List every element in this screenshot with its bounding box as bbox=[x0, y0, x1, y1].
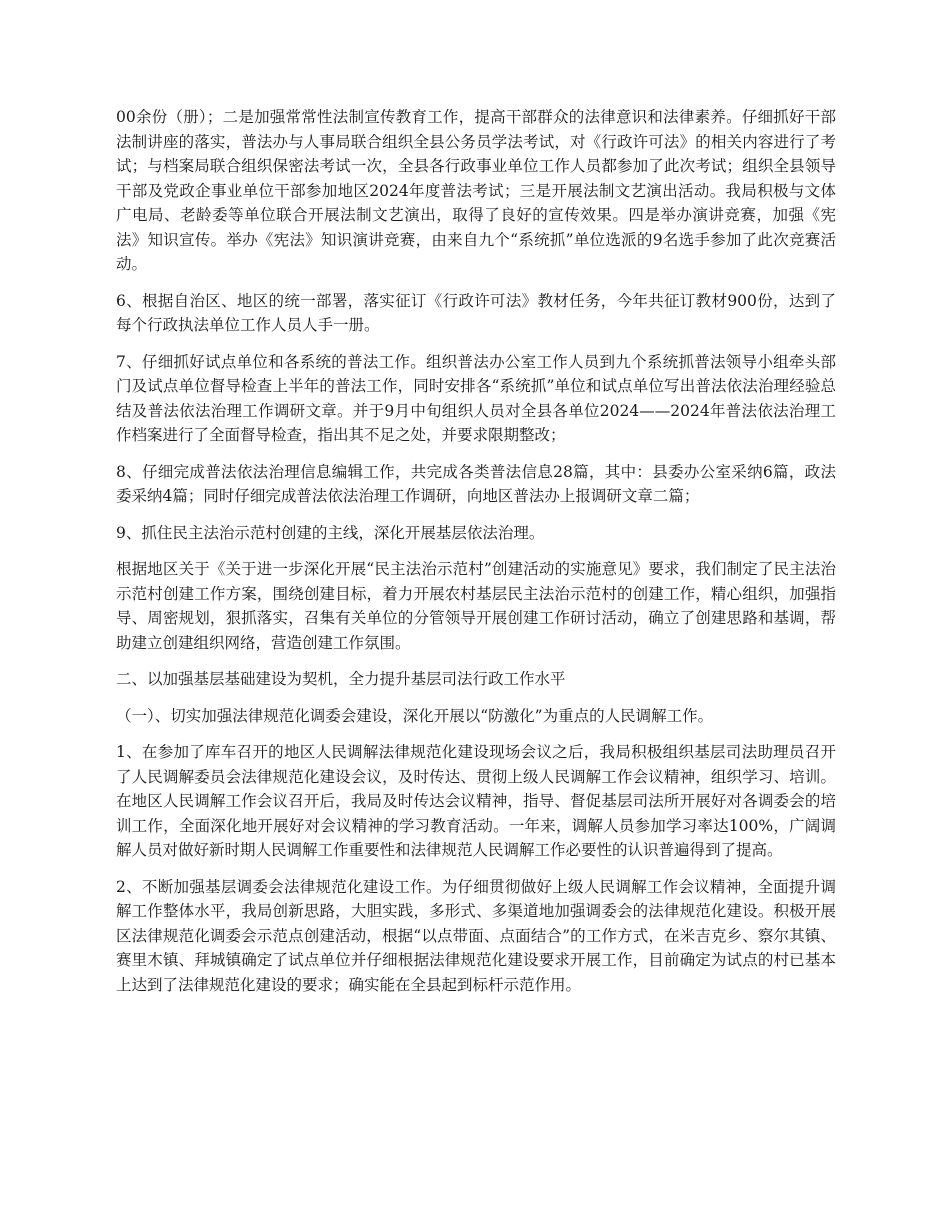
section-heading: 二、以加强基层基础建设为契机，全力提升基层司法行政工作水平 bbox=[116, 670, 566, 688]
paragraph-2: 6、根据自治区、地区的统一部署，落实征订《行政许可法》教材任务，今年共征订教材900份，达到了每个行政执法单位工作人员人手一册。 bbox=[116, 291, 836, 334]
paragraph-3: 7、仔细抓好试点单位和各系统的普法工作。组织普法办公室工作人员到九个系统抓普法领导小组牵头部门及试点单位督导检查上半年的普法工作，同时安排各“系统抓”单位和试点单位写出普法依法治理经验总结及普法依法治理工作调研文章。并于9月中旬组织人员对全县各单位2024——2024年普法依法治理工作档案进行了全面督导检查，指出其不足之处，并要求限期整改； bbox=[116, 352, 836, 444]
paragraph-5: 9、抓住民主法治示范村创建的主线，深化开展基层依法治理。 bbox=[116, 523, 545, 542]
paragraph-10: 2、不断加强基层调委会法律规范化建设工作。为仔细贯彻做好上级人民调解工作会议精神，全面提升调解工作整体水平，我局创新思路，大胆实践，多形式、多渠道地加强调委会的法律规范化建设。积极开展区法律规范化调委会示范点创建活动，根据“以点带面、点面结合”的工作方式，在米吉克乡、察尔其镇、赛里木镇、拜城镇确定了试点单位并仔细根据法律规范化建设要求开展工作，目前确定为试点的村已基本上达到了法律规范化建设的要求；确实能在全县起到标杆示范作用。 bbox=[116, 877, 836, 994]
paragraph-9: 1、在参加了库车召开的地区人民调解法律规范化建设现场会议之后，我局积极组织基层司法助理员召开了人民调解委员会法律规范化建设会议，及时传达、贯彻上级人民调解工作会议精神，组织学习、培训。在地区人民调解工作会议召开后，我局及时传达会议精神，指导、督促基层司法所开展好对各调委会的培训工作，全面深化地开展好对会议精神的学习教育活动。一年来，调解人员参加学习率达100%，广阔调解人员对做好新时期人民调解工作重要性和法律规范人民调解工作必要性的认识普遍得到了提高。 bbox=[116, 743, 836, 859]
document-body bbox=[116, 105, 836, 1009]
subsection-heading: （一）、切实加强法律规范化调委会建设，深化开展以“防激化”为重点的人民调解工作。 bbox=[116, 706, 714, 725]
paragraph-6: 根据地区关于《关于进一步深化开展“民主法治示范村”创建活动的实施意见》要求，我们制定了民主法治示范村创建工作方案，围绕创建目标，着力开展农村基层民主法治示范村的创建工作，精心组织，加强指导、周密规划，狠抓落实，召集有关单位的分管领导开展创建工作研讨活动，确立了创建思路和基调，帮助建立创建组织网络，营造创建工作氛围。 bbox=[116, 560, 836, 652]
paragraph-1: 00余份（册）；二是加强常常性法制宣传教育工作，提高干部群众的法律意识和法律素养。仔细抓好干部法制讲座的落实，普法办与人事局联合组织全县公务员学法考试，对《行政许可法》的相关内容进行了考试；与档案局联合组织保密法考试一次，全县各行政事业单位工作人员都参加了此次考试；组织全县领导干部及党政企事业单位干部参加地区2024年度普法考试；三是开展法制文艺演出活动。我局积极与文体广电局、老龄委等单位联合开展法制文艺演出，取得了良好的宣传效果。四是举办演讲竞赛，加强《宪法》知识宣传。举办《宪法》知识演讲竞赛，由来自九个“系统抓”单位选派的9名选手参加了此次竞赛活动。 bbox=[116, 108, 836, 273]
paragraph-4: 8、仔细完成普法依法治理信息编辑工作，共完成各类普法信息28篇，其中：县委办公室采纳6篇，政法委采纳4篇；同时仔细完成普法依法治理工作调研，向地区普法办上报调研文章二篇； bbox=[116, 462, 836, 505]
